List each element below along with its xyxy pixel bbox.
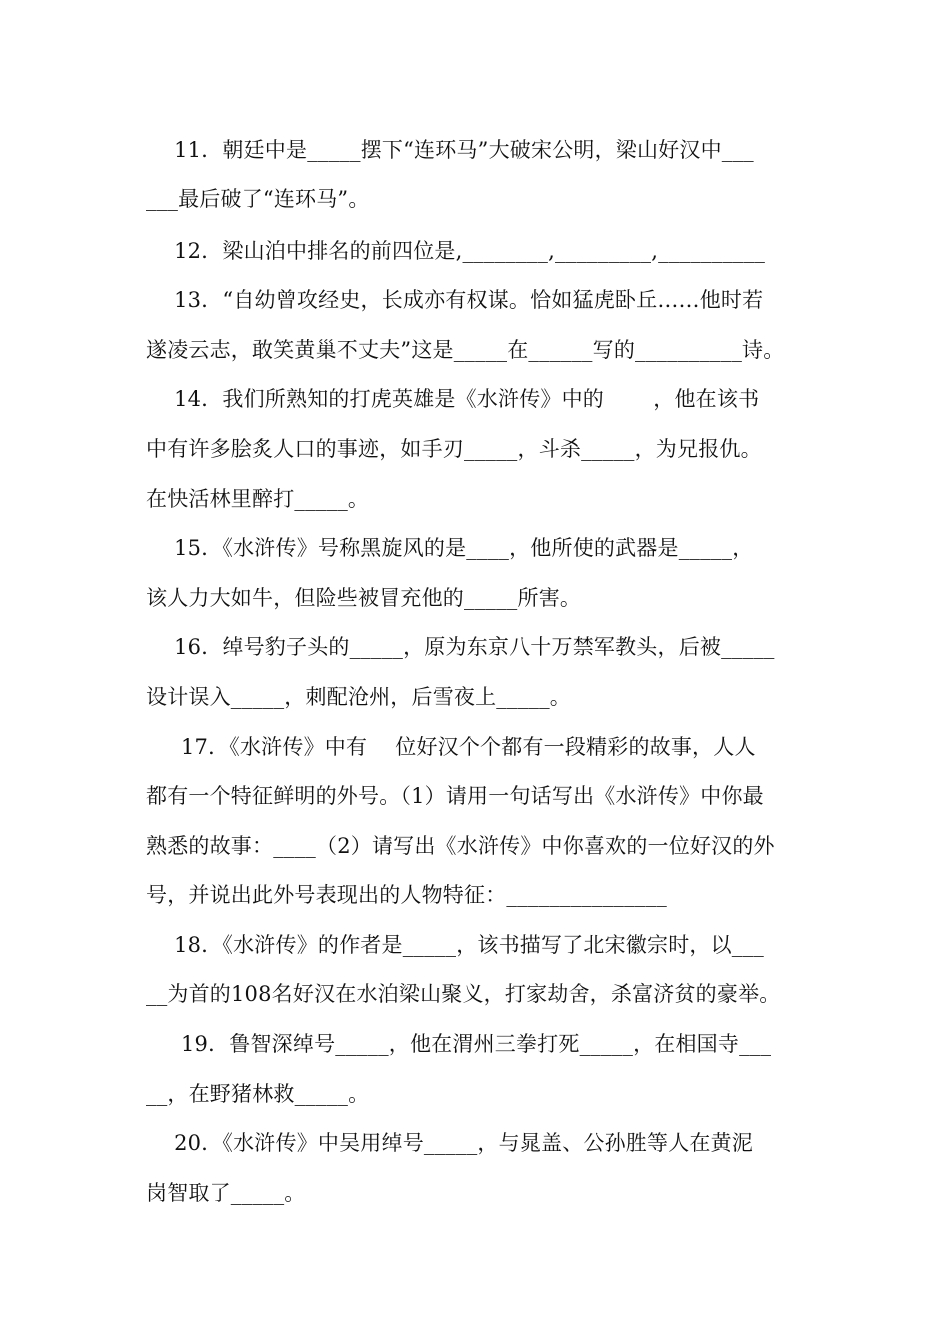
q11-line-1: 11．朝廷中是_____摆下“连环马”大破宋公明，梁山好汉中___ <box>146 138 754 162</box>
q16-line-2: 设计误入_____，刺配沧州，后雪夜上_____。 <box>146 685 571 709</box>
q17-line-3: 熟悉的故事：____（2）请写出《水浒传》中你喜欢的一位好汉的外 <box>146 834 775 858</box>
q16-line-1: 16．绰号豹子头的_____，原为东京八十万禁军教头，后被_____ <box>146 635 775 659</box>
q13-line-2: 遂凌云志，敢笑黄巢不丈夫”这是_____在______写的__________诗。 <box>146 338 785 362</box>
q17-line-2: 都有一个特征鲜明的外号。（1）请用一句话写出《水浒传》中你最 <box>146 784 764 808</box>
q18-line-2: __为首的108名好汉在水泊梁山聚义，打家劫舍，杀富济贫的豪举。 <box>146 982 781 1006</box>
q11-line-2: ___最后破了“连环马”。 <box>146 187 370 211</box>
q20-line-1: 20．《水浒传》中吴用绰号_____，与晁盖、公孙胜等人在黄泥 <box>146 1131 753 1155</box>
q14-line-2: 中有许多脍炙人口的事迹，如手刃_____，斗杀_____，为兄报仇。 <box>146 437 762 461</box>
q15-line-2: 该人力大如牛，但险些被冒充他的_____所害。 <box>146 586 582 610</box>
q12-line-1: 12．梁山泊中排名的前四位是,________,_________,__________ <box>146 239 766 263</box>
q17-line-4: 号，并说出此外号表现出的人物特征：_______________ <box>146 883 667 907</box>
q14-line-1: 14．我们所熟知的打虎英雄是《水浒传》中的 ，他在该书 <box>146 387 760 411</box>
q15-line-1: 15．《水浒传》号称黑旋风的是____，他所使的武器是_____， <box>146 536 754 560</box>
q18-line-1: 18．《水浒传》的作者是_____，该书描写了北宋徽宗时，以___ <box>146 933 764 957</box>
q14-line-3: 在快活林里醉打_____。 <box>146 487 370 511</box>
q19-line-2: __，在野猪林救_____。 <box>146 1082 370 1106</box>
q13-line-1: 13．“自幼曾攻经史，长成亦有权谋。恰如猛虎卧丘……他时若 <box>146 288 764 312</box>
q20-line-2: 岗智取了_____。 <box>146 1181 306 1205</box>
q19-line-1: 19．鲁智深绰号_____，他在渭州三拳打死_____，在相国寺___ <box>146 1032 772 1056</box>
q17-line-1: 17．《水浒传》中有 位好汉个个都有一段精彩的故事，人人 <box>146 735 756 759</box>
